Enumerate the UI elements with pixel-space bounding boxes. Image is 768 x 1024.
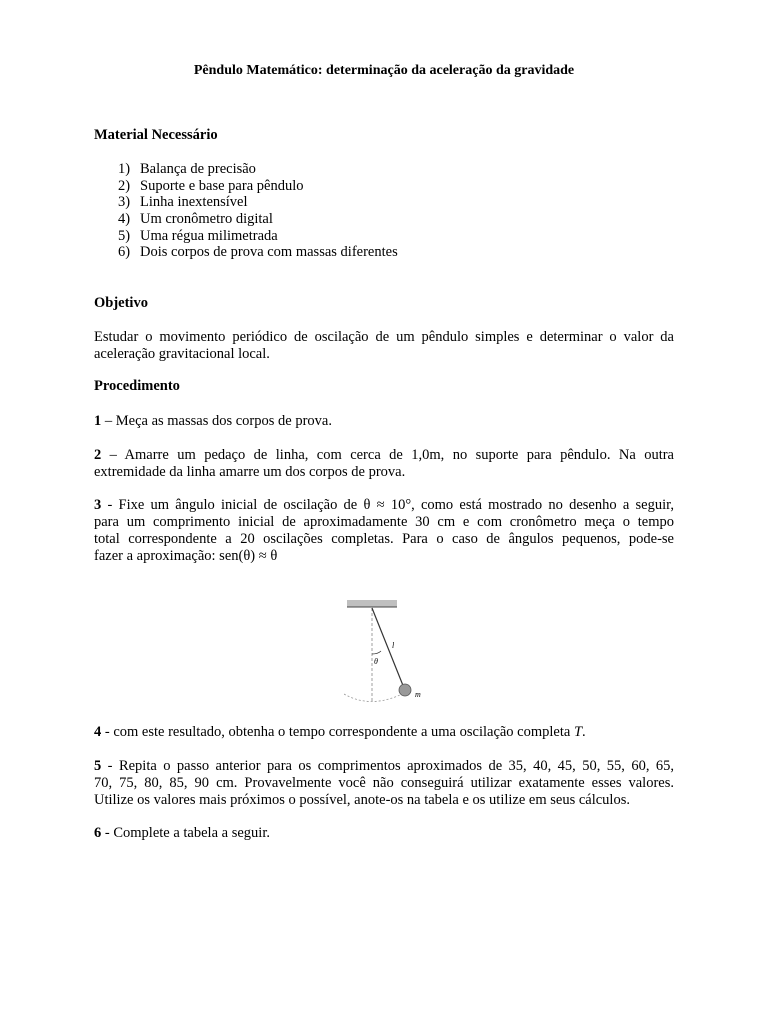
step-text: Repita o passo anterior para os comprimentos aproximados de 35, 40, 45, 50, 55, 60, 65, <box>118 758 674 774</box>
step-text: Fixe um ângulo inicial de oscilação de θ ≈ 10°, como está mostrado no desenho a seguir, <box>118 497 674 513</box>
step-separator: – <box>101 447 125 463</box>
pendulum-string <box>372 608 404 688</box>
step-number: 4 <box>94 724 102 740</box>
materials-list <box>94 161 674 261</box>
theta-label: θ <box>374 657 378 666</box>
objective-paragraph <box>94 329 674 363</box>
list-text: Um cronômetro digital <box>140 211 273 228</box>
list-item <box>94 161 674 178</box>
list-text: Dois corpos de prova com massas diferentes <box>140 244 398 261</box>
list-number: 1) <box>118 161 131 177</box>
list-number: 2) <box>118 177 131 194</box>
paragraph-line: extremidade da linha amarre um dos corpos de prova. <box>94 464 406 480</box>
list-text: Suporte e base para pêndulo <box>140 177 304 194</box>
step-separator: - <box>101 825 114 841</box>
paragraph-line: total correspondente a 20 oscilações completas. Para o caso de ângulos pequenos, pode-se <box>94 531 674 547</box>
list-number: 3) <box>118 194 131 211</box>
list-number: 4) <box>118 211 131 228</box>
procedure-heading: Procedimento <box>94 378 180 394</box>
step-6 <box>94 825 674 842</box>
list-text: Balança de precisão <box>140 161 256 177</box>
step-text: Meça as massas dos corpos de prova. <box>115 413 332 429</box>
step-end: . <box>582 724 586 740</box>
step-number: 5 <box>94 758 102 774</box>
list-text: Uma régua milimetrada <box>140 227 278 244</box>
paragraph-line: Estudar o movimento periódico de oscilação de um pêndulo simples e determinar o valor da <box>94 329 674 345</box>
list-item <box>94 211 674 228</box>
length-label: l <box>392 641 395 650</box>
swing-arc <box>344 692 406 702</box>
document-title: Pêndulo Matemático: determinação da aceleração da gravidade <box>193 63 575 78</box>
step-separator: – <box>101 413 116 429</box>
step-number: 2 <box>94 447 102 463</box>
paragraph-line: para um comprimento inicial de aproximadamente 30 cm e com cronômetro meça o tempo <box>94 514 674 530</box>
paragraph-line <box>94 497 674 514</box>
list-item <box>94 194 674 211</box>
materials-heading: Material Necessário <box>94 127 218 143</box>
angle-arc <box>372 651 381 654</box>
paragraph-line: fazer a aproximação: sen(θ) ≈ θ <box>94 548 278 564</box>
list-item <box>94 228 674 245</box>
pendulum-support <box>347 600 397 607</box>
step-separator: - <box>101 724 114 740</box>
paragraph-line: Utilize os valores mais próximos o possível, anote-os na tabela e os utilize em seus cálculos. <box>94 792 630 808</box>
list-text: Linha inextensível <box>140 194 248 211</box>
pendulum-figure <box>344 598 434 708</box>
step-1 <box>94 413 674 430</box>
step-text: Amarre um pedaço de linha, com cerca de 1,0m, no suporte para pêndulo. Na outra <box>124 447 674 463</box>
step-text: com este resultado, obtenha o tempo correspondente a uma oscilação completa <box>113 724 574 740</box>
step-number: 1 <box>94 413 102 429</box>
list-item <box>94 178 674 195</box>
step-number: 3 <box>94 497 102 513</box>
pendulum-bob <box>399 684 411 696</box>
step-separator: - <box>101 497 119 513</box>
paragraph-line: 70, 75, 80, 85, 90 cm. Provavelmente você não conseguirá utilizar exatamente esses valores. <box>94 775 674 791</box>
paragraph-line: aceleração gravitacional local. <box>94 346 270 362</box>
step-5 <box>94 758 674 809</box>
step-separator: - <box>101 758 119 774</box>
list-number: 5) <box>118 227 131 244</box>
step-number: 6 <box>94 825 102 841</box>
period-variable: T <box>573 724 583 740</box>
paragraph-line <box>94 447 674 464</box>
paragraph-line <box>94 758 674 775</box>
list-number: 6) <box>118 244 131 261</box>
step-text: Complete a tabela a seguir. <box>113 825 270 841</box>
step-4 <box>94 724 674 741</box>
objective-heading: Objetivo <box>94 295 148 311</box>
mass-label: m <box>415 690 421 699</box>
step-3 <box>94 497 674 565</box>
list-item <box>94 244 674 261</box>
step-2 <box>94 447 674 481</box>
